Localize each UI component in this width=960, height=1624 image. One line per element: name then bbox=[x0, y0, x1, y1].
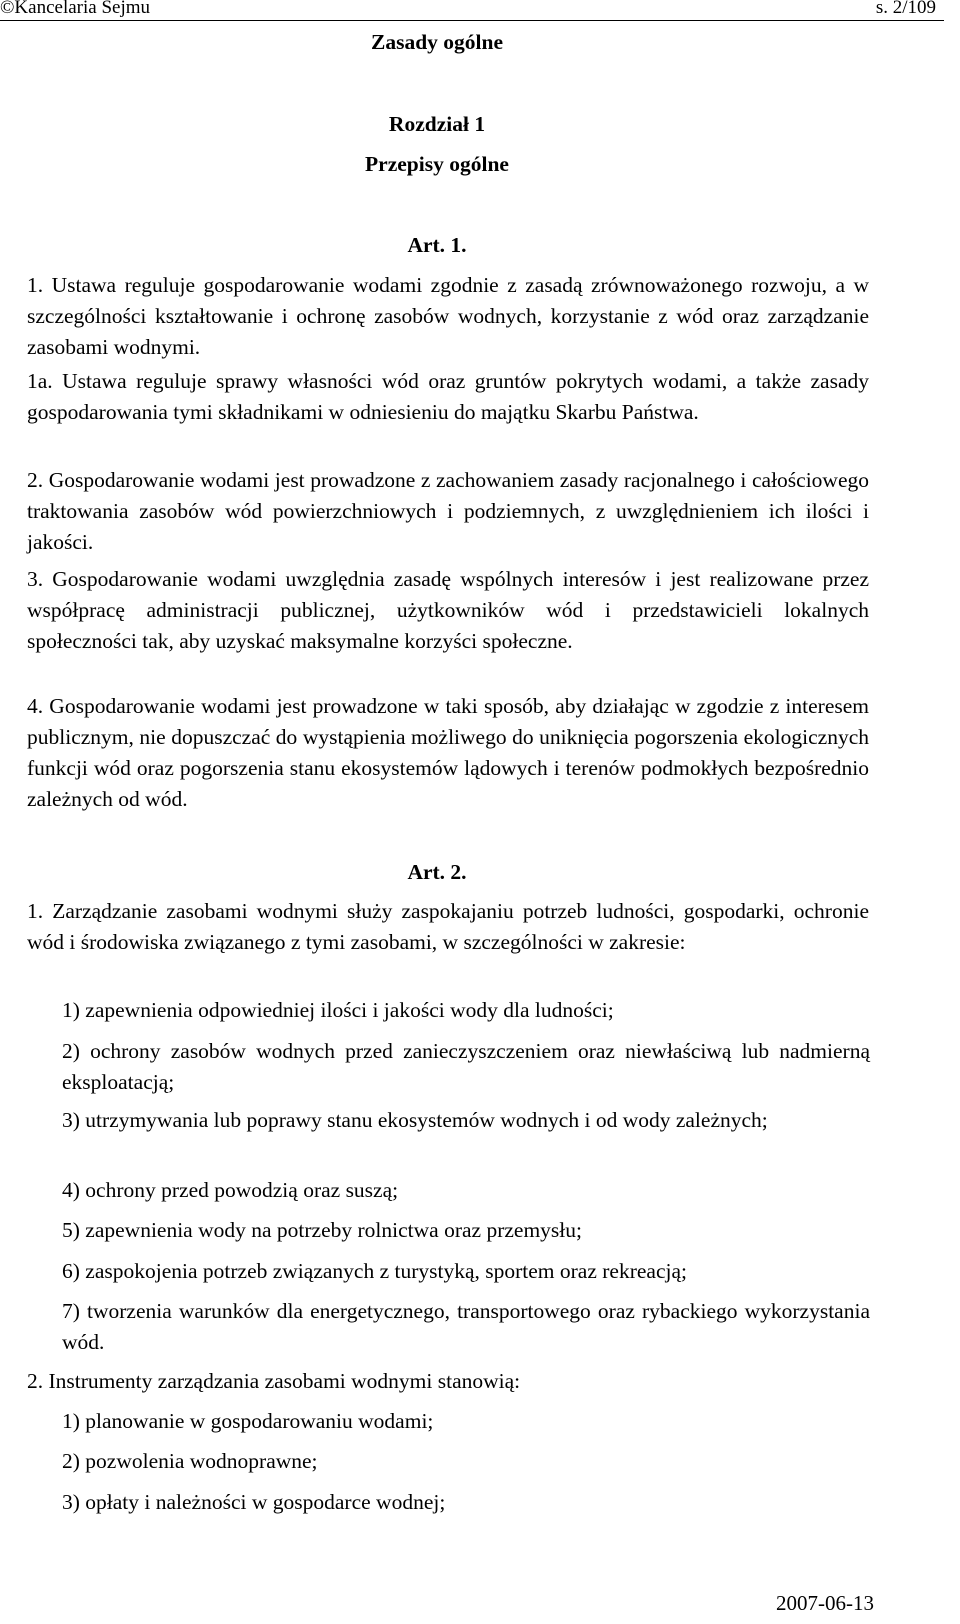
art2-p2-item-1: 1) planowanie w gospodarowaniu wodami; bbox=[62, 1409, 434, 1433]
art2-p2-item-3: 3) opłaty i należności w gospodarce wodnej; bbox=[62, 1490, 446, 1514]
art2-p1-item-7: 7) tworzenia warunków dla energetycznego, transportowego oraz rybackiego wykorzystania wód. bbox=[62, 1299, 870, 1354]
chapter-title: Rozdział 1 bbox=[388, 112, 486, 136]
article-1-heading: Art. 1. bbox=[407, 233, 467, 257]
art2-p2-item-2: 2) pozwolenia wodnoprawne; bbox=[62, 1449, 318, 1473]
art2-paragraph-1: 1. Zarządzanie zasobami wodnymi służy zaspokajaniu potrzeb ludności, gospodarki, ochronie wód i środowiska związanego z tymi zasobami, w szczególności w zakresie: bbox=[27, 899, 869, 954]
art2-p1-item-2: 2) ochrony zasobów wodnych przed zanieczyszczeniem oraz niewłaściwą lub nadmierną eksploatacją; bbox=[62, 1039, 870, 1094]
art2-paragraph-2: 2. Instrumenty zarządzania zasobami wodnymi stanowią: bbox=[27, 1369, 521, 1393]
art2-p1-item-5: 5) zapewnienia wody na potrzeby rolnictwa oraz przemysłu; bbox=[62, 1218, 582, 1242]
page-header bbox=[0, 0, 960, 22]
header-divider bbox=[0, 20, 944, 21]
art2-p1-item-4: 4) ochrony przed powodzią oraz suszą; bbox=[62, 1178, 399, 1202]
document-date: 2007-06-13 bbox=[776, 1591, 874, 1615]
page-number: s. 2/109 bbox=[875, 0, 936, 18]
article-2-heading: Art. 2. bbox=[407, 860, 467, 884]
art1-paragraph-1a: 1a. Ustawa reguluje sprawy własności wód oraz gruntów pokrytych wodami, a także zasady gospodarowania tymi składnikami w odniesieniu do majątku Skarbu Państwa. bbox=[27, 369, 869, 424]
art1-paragraph-1: 1. Ustawa reguluje gospodarowanie wodami zgodnie z zasadą zrównoważonego rozwoju, a w szczególności kształtowanie i ochronę zasobów wodnych, korzystanie z wód oraz zarządzanie zasobami wodnymi. bbox=[27, 273, 869, 359]
art1-paragraph-3: 3. Gospodarowanie wodami uwzględnia zasadę wspólnych interesów i jest realizowane przez współpracę administracji publicznej, użytkowników wód i przedstawicieli lokalnych społeczności tak, aby uzyskać maksymalne korzyści społeczne. bbox=[27, 567, 869, 653]
art2-p1-item-1: 1) zapewnienia odpowiedniej ilości i jakości wody dla ludności; bbox=[62, 998, 614, 1022]
section-title: Zasady ogólne bbox=[370, 30, 503, 54]
art1-paragraph-4: 4. Gospodarowanie wodami jest prowadzone w taki sposób, aby działając w zgodzie z interesem publicznym, nie dopuszczać do wystąpienia możliwego do uniknięcia pogorszenia ekologicznych funkcji wód oraz pogorszenia stanu ekosystemów lądowych i terenów podmokłych bezpośrednio zależnych od wód. bbox=[27, 694, 869, 811]
art2-p1-item-3: 3) utrzymywania lub poprawy stanu ekosystemów wodnych i od wody zależnych; bbox=[62, 1108, 768, 1132]
art2-p1-item-6: 6) zaspokojenia potrzeb związanych z turystyką, sportem oraz rekreacją; bbox=[62, 1259, 688, 1283]
publisher-label: ©Kancelaria Sejmu bbox=[0, 0, 151, 18]
art1-paragraph-2: 2. Gospodarowanie wodami jest prowadzone z zachowaniem zasady racjonalnego i całościowego traktowania zasobów wód powierzchniowych i podziemnych, z uwzględnieniem ich ilości i jakości. bbox=[27, 468, 869, 554]
chapter-subtitle: Przepisy ogólne bbox=[365, 152, 509, 176]
